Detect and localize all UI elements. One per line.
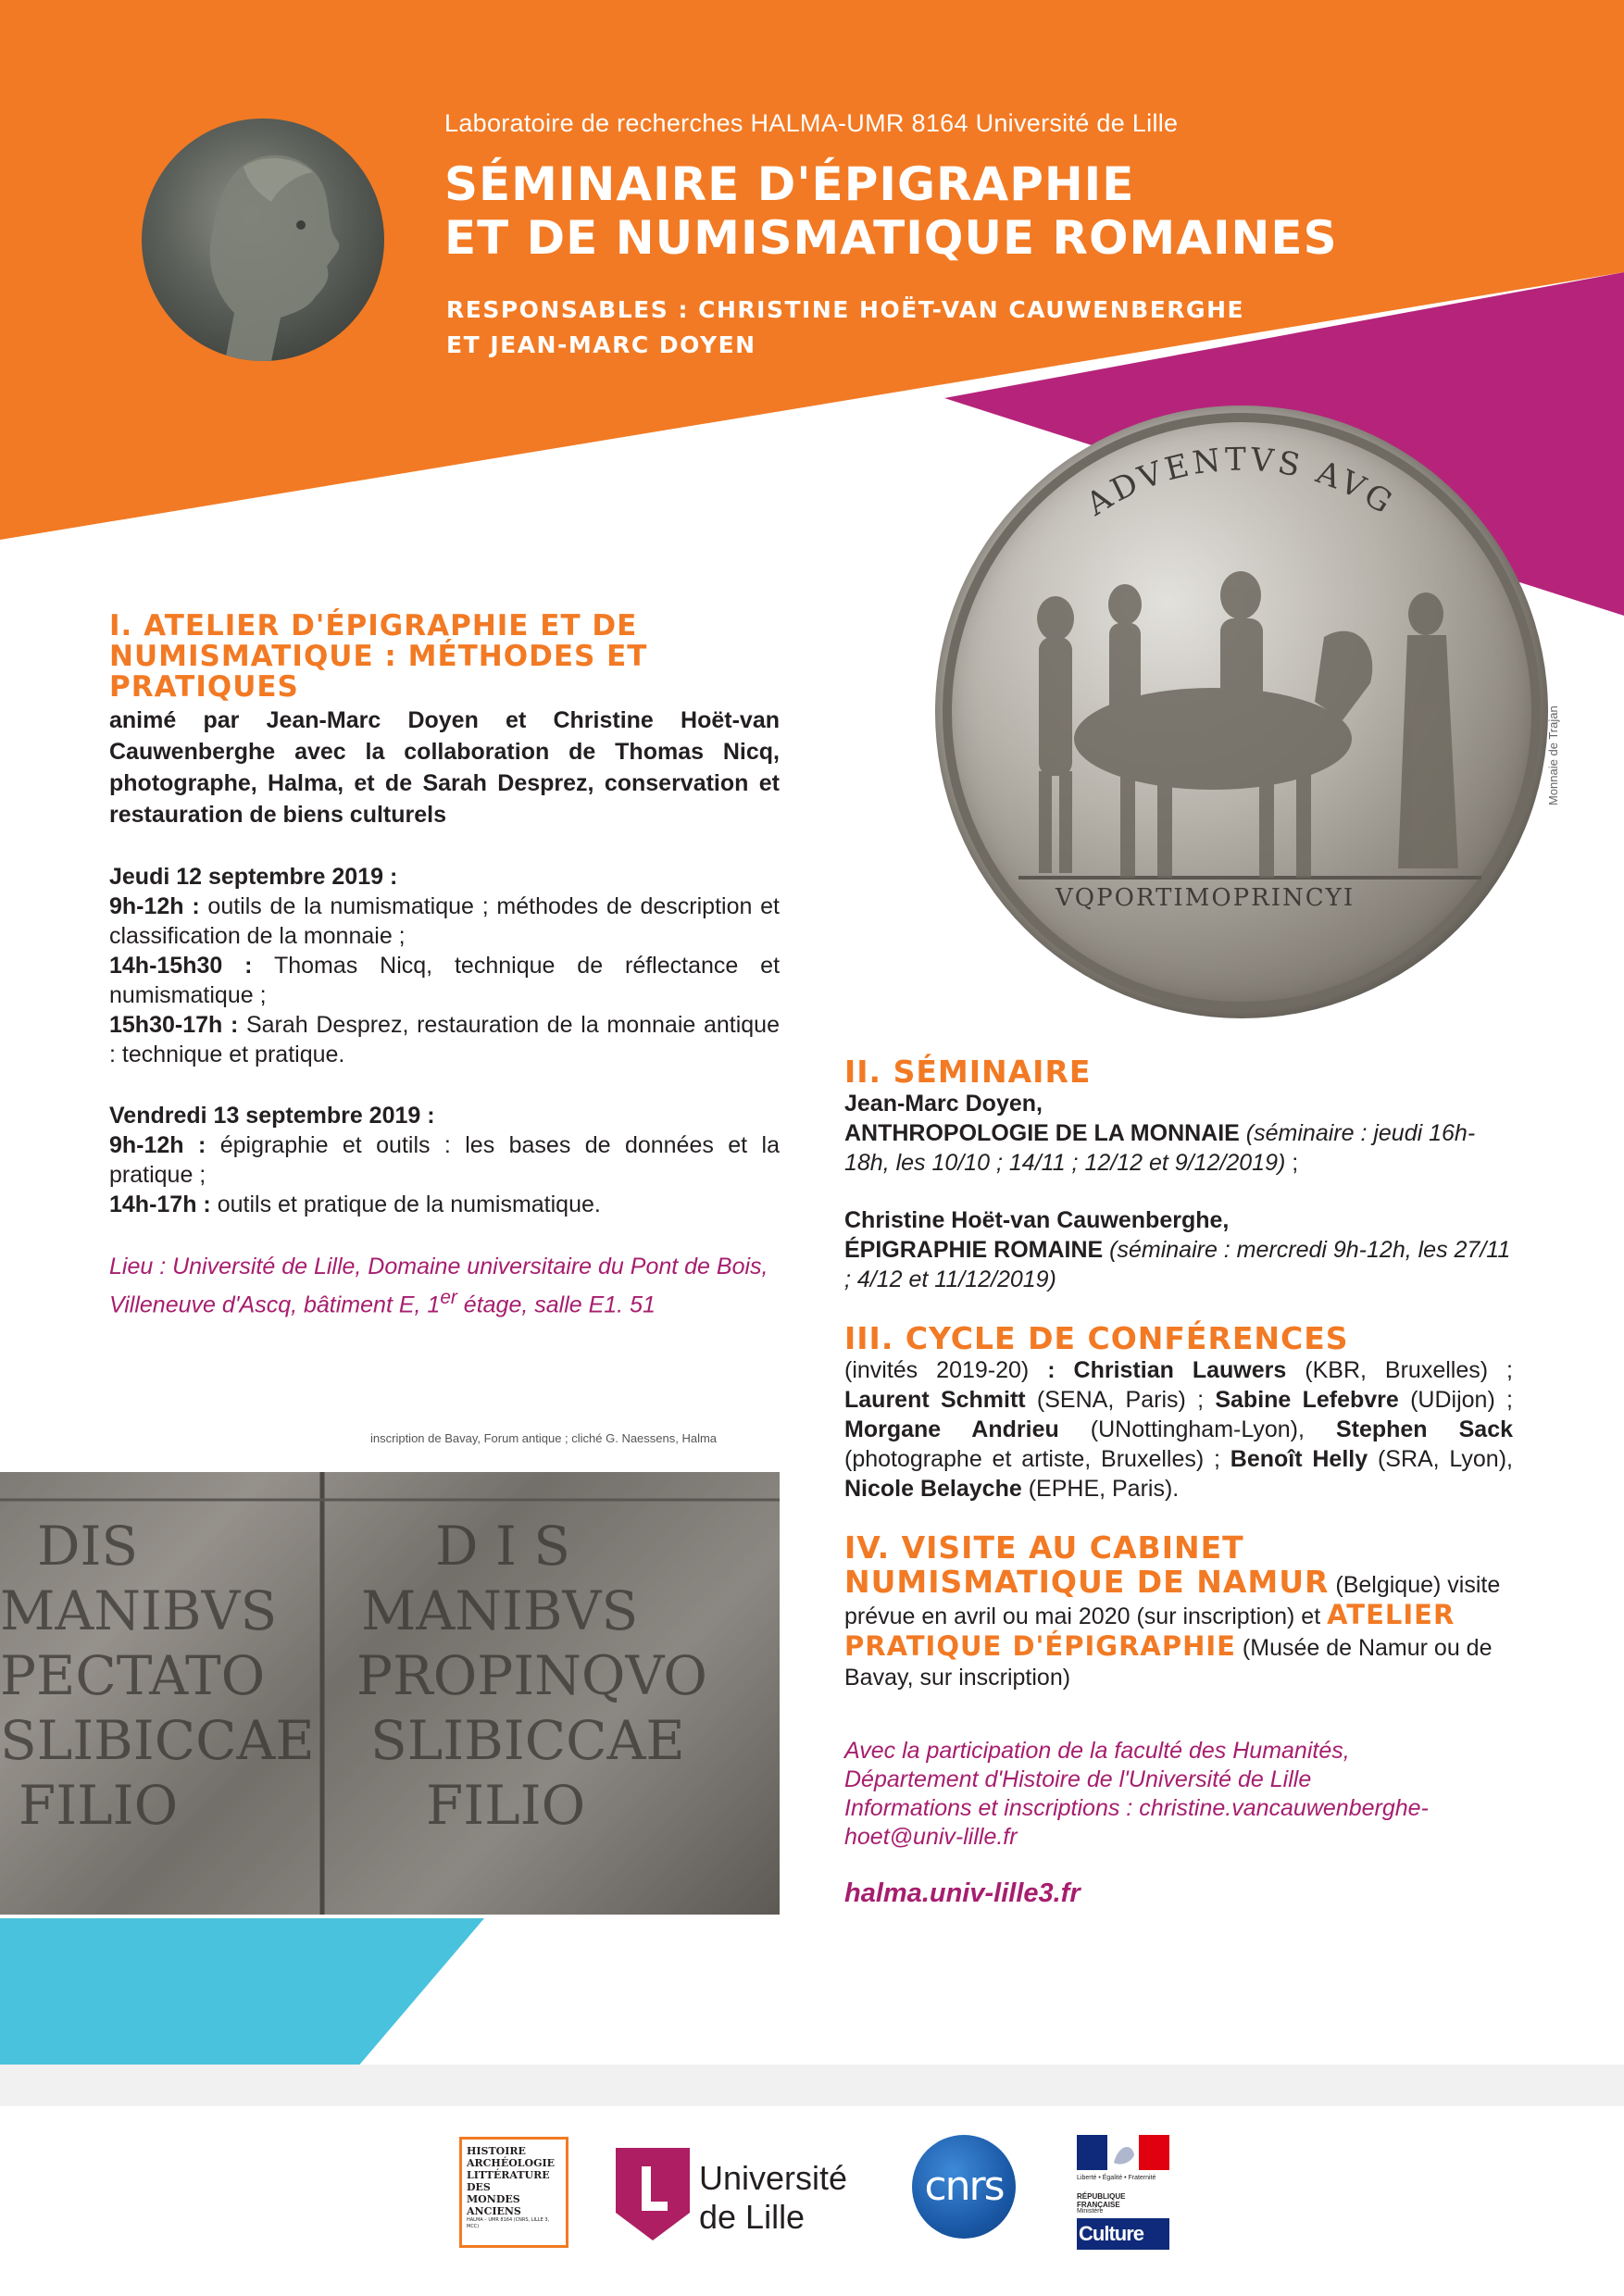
website-link[interactable]: halma.univ-lille3.fr: [844, 1878, 1081, 1908]
day-2-label: Vendredi 13 septembre 2019 :: [109, 1103, 435, 1129]
day-2-item: 9h-12h : épigraphie et outils : les bases de données et la pratique ;: [109, 1132, 780, 1188]
inscription-left-line: SLIBICCAE: [0, 1709, 315, 1772]
section-1-title: I. ATELIER D'ÉPIGRAPHIE ET DE NUMISMATIQUE : MÉTHODES ET PRATIQUES: [109, 609, 648, 704]
credits: Avec la participation de la faculté des Humanités, Département d'Histoire de l'Université de Lille Informations et inscriptions : christine.vancauwenberghe-hoet@univ-lille.fr: [844, 1738, 1429, 1850]
ministere-culture-logo: Liberté • Égalité • Fraternité RÉPUBLIQUE FRANÇAISE Ministère Culture: [1077, 2135, 1169, 2250]
footer-gradient: [0, 2065, 1624, 2106]
universite-de-lille-logo: Université de Lille: [616, 2148, 875, 2240]
right-column: [844, 1055, 1513, 1909]
section-1-subtitle: animé par Jean-Marc Doyen et Christine Hoët-van Cauwenberghe avec la collaboration de Thomas Nicq, photographe, Halma, et de Sarah Desprez, conservation et restauration de biens culturels: [109, 707, 780, 828]
seminar-1: Jean-Marc Doyen, ANTHROPOLOGIE DE LA MONNAIE (séminaire : jeudi 16h-18h, les 10/10 ; 14/11 ; 12/12 et 9/12/2019) ;: [844, 1091, 1476, 1176]
lab-name: Laboratoire de recherches HALMA-UMR 8164 Université de Lille: [444, 109, 1179, 137]
ulille-emblem-icon: [616, 2148, 690, 2240]
inscription-caption: inscription de Bavay, Forum antique ; cliché G. Naessens, Halma: [370, 1431, 718, 1445]
page-title: [444, 157, 1370, 265]
inscription-left-line: PECTATO: [0, 1644, 266, 1707]
responsables: [446, 293, 1244, 363]
title-line-1: SÉMINAIRE D'ÉPIGRAPHIE: [444, 157, 1135, 211]
responsables-line-2: ET JEAN-MARC DOYEN: [446, 331, 756, 358]
inscription-right-line: MANIBVS: [361, 1579, 639, 1642]
seminar-2: Christine Hoët-van Cauwenberghe, ÉPIGRAPHIE ROMAINE (séminaire : mercredi 9h-12h, les 27/11 ; 4/12 et 11/12/2019): [844, 1207, 1511, 1292]
inscription-left-line: DIS: [37, 1515, 139, 1578]
inscription-left-line: MANIBVS: [0, 1579, 278, 1642]
coin-figures: [1037, 571, 1458, 878]
coin-legend-top: ADVENTVS AVG: [1080, 441, 1402, 524]
coin-legend-bottom: VQPORTIMOPRINCYI: [1056, 884, 1355, 912]
section-4-title: IV. VISITE AU CABINET NUMISMATIQUE DE NAMUR: [844, 1529, 1330, 1600]
section-atelier: [109, 611, 780, 1320]
venue: Lieu : Université de Lille, Domaine universitaire du Pont de Bois, Villeneuve d'Ascq, bâtiment E, 1er étage, salle E1. 51: [109, 1254, 768, 1318]
cyan-corner: [0, 1918, 484, 2087]
section-4: IV. VISITE AU CABINET NUMISMATIQUE DE NAMUR (Belgique) visite prévue en avril ou mai 2020 (sur inscription) et ATELIER PRATIQUE D'ÉPIGRAPHIE (Musée de Namur ou de Bavay, sur inscription): [844, 1529, 1501, 1691]
bavay-inscription-image: [0, 1472, 780, 1915]
portrait-relief: [142, 119, 384, 361]
cnrs-logo: cnrs: [912, 2135, 1016, 2239]
inscription-relief: [0, 1472, 780, 1915]
speakers-list: (invités 2019-20) : Christian Lauwers (KBR, Bruxelles) ; Laurent Schmitt (SENA, Paris) ; Sabine Lefebvre (UDijon) ; Morgane Andrieu (UNottingham-Lyon), Stephen Sack (photographe et artiste, Bruxelles) ; Benoît Helly (SRA, Lyon), Nicole Belayche (EPHE, Paris).: [844, 1357, 1514, 1502]
french-flag-icon: [1077, 2135, 1169, 2170]
inscription-right-line: SLIBICCAE: [370, 1709, 685, 1772]
inscription-right-line: FILIO: [426, 1774, 586, 1837]
day-1-label: Jeudi 12 septembre 2019 :: [109, 864, 398, 890]
coin-relief: [935, 406, 1548, 1018]
trajan-coin-image: [935, 406, 1548, 1018]
title-line-2: ET DE NUMISMATIQUE ROMAINES: [444, 211, 1338, 265]
day-2-item: 14h-17h : outils et pratique de la numismatique.: [109, 1192, 601, 1217]
inscription-left-line: FILIO: [19, 1774, 179, 1837]
inscription-right-line: D I S: [435, 1515, 571, 1578]
inscription-right-line: PROPINQVO: [356, 1644, 707, 1707]
section-2-title: II. SÉMINAIRE: [844, 1054, 1092, 1090]
portrait-medallion: [142, 119, 384, 361]
halma-logo: HISTOIRE ARCHÉOLOGIE LITTÉRATURE DES MONDES ANCIENS HALMA – UMR 8164 (CNRS, LILLE 3, MCC): [459, 2137, 568, 2248]
responsables-line-1: RESPONSABLES : CHRISTINE HOËT-VAN CAUWENBERGHE: [446, 296, 1245, 323]
day-1-item: 14h-15h30 : Thomas Nicq, technique de réflectance et numismatique ;: [109, 953, 781, 1008]
day-1-item: 15h30-17h : Sarah Desprez, restauration de la monnaie antique : technique et pratique.: [109, 1012, 780, 1067]
coin-caption: Monnaie de Trajan: [1546, 705, 1560, 805]
day-1-item: 9h-12h : outils de la numismatique ; méthodes de description et classification de la monnaie ;: [109, 893, 781, 949]
section-3-title: III. CYCLE DE CONFÉRENCES: [844, 1320, 1349, 1356]
